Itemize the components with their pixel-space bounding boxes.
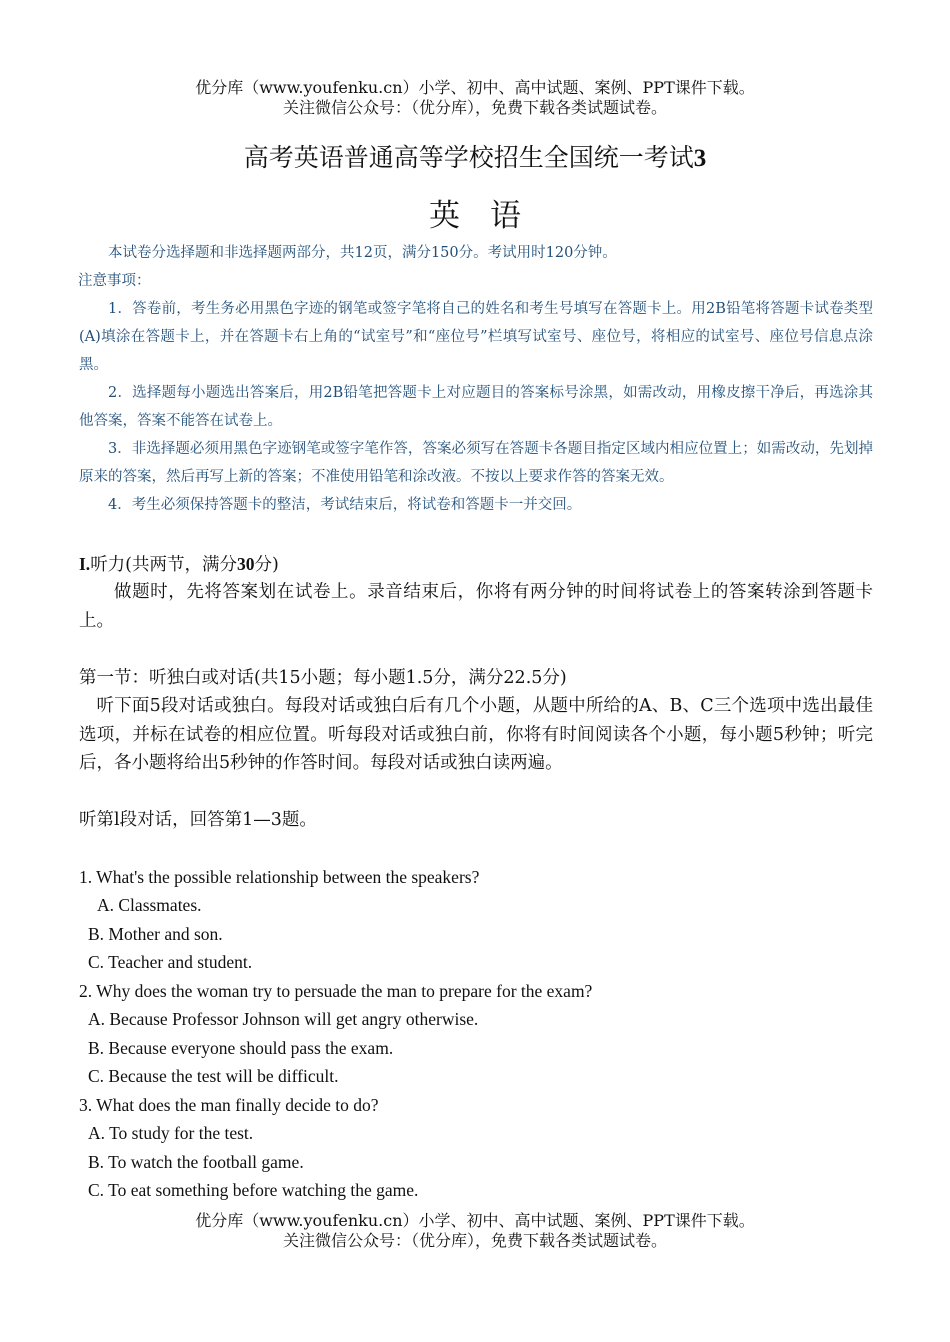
question-3-stem: 3. What does the man finally decide to do?	[79, 1095, 379, 1115]
section1-heading-text: 听力(共两节，满分	[90, 555, 238, 575]
notice-item-1: 1．答卷前，考生务必用黑色字迹的钢笔或签字笔将自己的姓名和考生号填写在答题卡上。用2B铅笔将答题卡试卷类型(A)填涂在答题卡上，并在答题卡右上角的“试室号”和“座位号”栏填写试室号、座位号，将相应的试室号、座位号信息点涂黑。	[79, 301, 873, 373]
question-2-option-b: B. Because everyone should pass the exam.	[88, 1038, 394, 1058]
exam-title-text: 高考英语普通高等学校招生全国统一考试	[243, 143, 694, 172]
question-1-stem: 1. What's the possible relationship between the speakers?	[79, 867, 480, 887]
notice-item-2: 2．选择题每小题选出答案后，用2B铅笔把答题卡上对应题目的答案标号涂黑，如需改动，用橡皮擦干净后，再选涂其他答案，答案不能答在试卷上。	[79, 385, 873, 429]
notice-item-3: 3．非选择题必须用黑色字迹钢笔或签字笔作答，答案必须写在答题卡各题目指定区域内相应位置上；如需改动，先划掉原来的答案，然后再写上新的答案；不准使用铅笔和涂改液。不按以上要求作答的答案无效。	[79, 441, 873, 485]
notice-heading: 注意事项：	[78, 273, 151, 289]
question-3-option-b: B. To watch the football game.	[88, 1152, 304, 1172]
question-2-option-a: A. Because Professor Johnson will get angry otherwise.	[88, 1009, 479, 1029]
part1-heading: 第一节：听独白或对话(共15小题；每小题1.5分，满分22.5分)	[79, 668, 567, 688]
section1-points: 30	[237, 554, 255, 574]
footer-line-2: 关注微信公众号：（优分库），免费下载各类试题试卷。	[282, 1231, 667, 1250]
question-2-option-c: C. Because the test will be difficult.	[88, 1066, 339, 1086]
question-3-option-a: A. To study for the test.	[88, 1123, 254, 1143]
section1-heading	[79, 550, 873, 580]
header-line-1: 优分库（www.youfenku.cn）小学、初中、高中试题、案例、PPT课件下载。	[195, 78, 755, 97]
section1-instruction: 做题时，先将答案划在试卷上。录音结束后，你将有两分钟的时间将试卷上的答案转涂到答题卡上。	[79, 582, 873, 631]
notice-intro: 本试卷分选择题和非选择题两部分，共12页，满分150分。考试用时120分钟。	[108, 245, 617, 261]
subject-title: 英语	[429, 198, 551, 234]
exam-title-number: 3	[693, 145, 707, 172]
section1-heading-end: 分)	[254, 555, 279, 575]
footer-line-1: 优分库（www.youfenku.cn）小学、初中、高中试题、案例、PPT课件下载。	[195, 1211, 755, 1230]
part1-instruction: 听下面5段对话或独白。每段对话或独白后有几个小题，从题中所给的A、B、C三个选项中选出最佳选项，并标在试卷的相应位置。听每段对话或独白前，你将有时间阅读各个小题，每小题5秒钟；听完后，各小题将给出5秒钟的作答时间。每段对话或独白读两遍。	[79, 696, 873, 773]
notice-item-4: 4．考生必须保持答题卡的整洁，考试结束后，将试卷和答题卡一并交回。	[108, 497, 582, 513]
question-3-option-c: C. To eat something before watching the game.	[88, 1180, 419, 1200]
dialogue-intro: 听第l段对话，回答第1—3题。	[79, 810, 317, 830]
question-2-stem: 2. Why does the woman try to persuade the man to prepare for the exam?	[79, 981, 593, 1001]
notice-block	[79, 239, 873, 519]
section1-roman: I.	[79, 554, 91, 574]
question-1-option-a: A. Classmates.	[97, 895, 202, 915]
header-line-2: 关注微信公众号：（优分库），免费下载各类试题试卷。	[282, 98, 667, 117]
question-1-option-c: C. Teacher and student.	[88, 952, 253, 972]
question-1-option-b: B. Mother and son.	[88, 924, 223, 944]
exam-title	[0, 138, 950, 174]
